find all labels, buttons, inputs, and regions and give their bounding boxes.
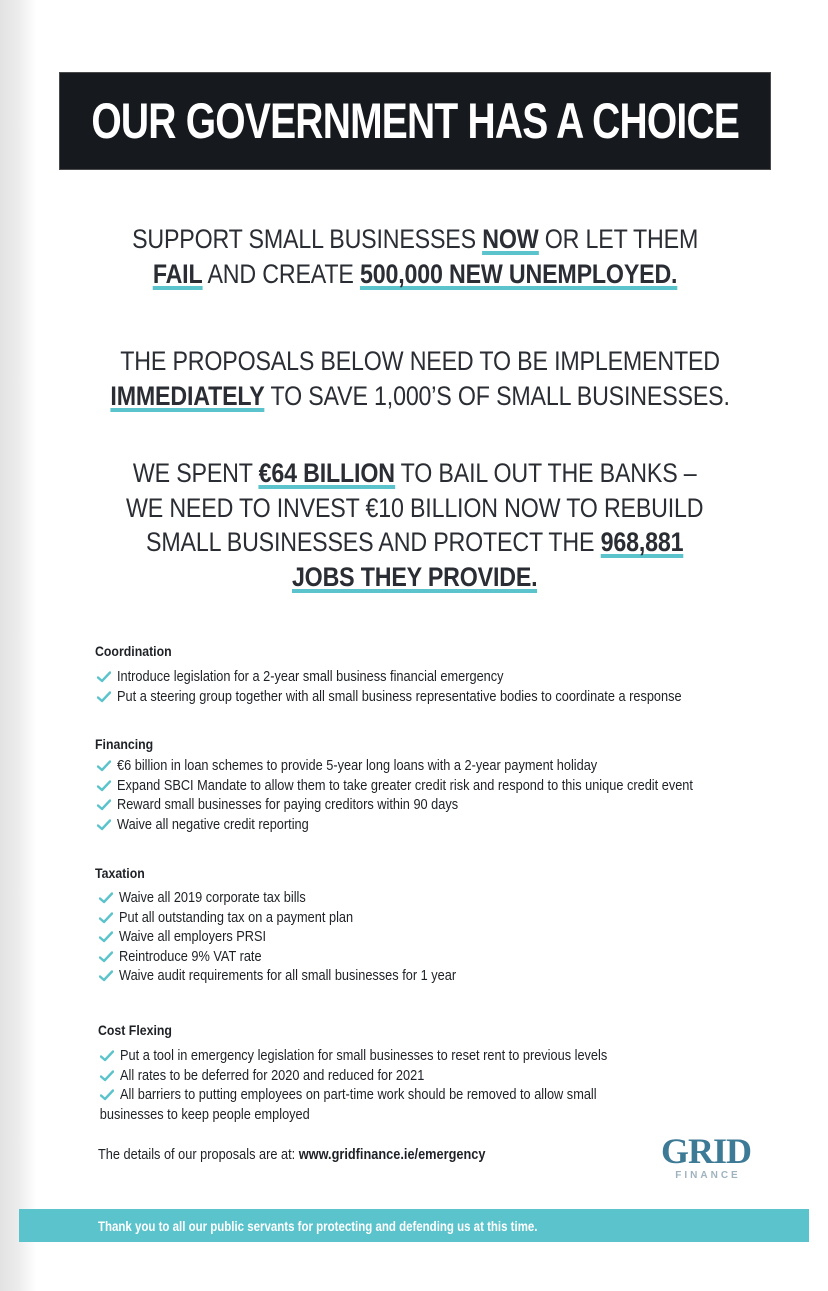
check-icon — [97, 780, 111, 792]
section-cost-flexing — [98, 1020, 798, 1125]
checklist — [95, 889, 795, 987]
section-coordination — [95, 641, 795, 707]
statement-proposals — [60, 344, 770, 413]
list-item: All barriers to putting employees on part-time work should be removed to allow small — [98, 1086, 798, 1106]
check-icon — [97, 799, 111, 811]
title-banner — [60, 73, 770, 169]
section-title: Taxation — [95, 865, 145, 881]
check-icon — [100, 1089, 114, 1101]
checklist — [98, 1047, 798, 1125]
check-icon — [97, 819, 111, 831]
checklist — [95, 668, 795, 707]
list-item: Introduce legislation for a 2-year small business financial emergency — [95, 668, 795, 688]
checklist — [95, 757, 795, 835]
check-icon — [99, 912, 113, 924]
section-title: Cost Flexing — [98, 1022, 172, 1038]
list-item: Expand SBCI Mandate to allow them to take greater credit risk and respond to this unique credit event — [95, 777, 795, 797]
statement-line: SUPPORT SMALL BUSINESSES NOW OR LET THEM — [131, 224, 699, 254]
list-item-continuation: businesses to keep people employed — [99, 1106, 310, 1123]
list-item: Waive audit requirements for all small businesses for 1 year — [97, 967, 795, 987]
proposals-link[interactable]: www.gridfinance.ie/emergency — [298, 1147, 486, 1163]
statement-line: IMMEDIATELY TO SAVE 1,000’S OF SMALL BUSINESSES. — [110, 380, 730, 411]
section-taxation — [95, 863, 795, 987]
check-icon — [100, 1070, 114, 1082]
highlight-64-billion: €64 BILLION — [258, 458, 396, 488]
list-item: Put a steering group together with all small business representative bodies to coordinate a response — [95, 688, 795, 708]
check-icon — [97, 760, 111, 772]
check-icon — [97, 671, 111, 683]
check-icon — [99, 892, 113, 904]
highlight-jobs-count: 968,881 — [600, 527, 684, 557]
highlight-fail: FAIL — [152, 258, 203, 289]
highlight-immediately: IMMEDIATELY — [110, 380, 265, 411]
statement-bailout — [60, 456, 770, 594]
statement-line: THE PROPOSALS BELOW NEED TO BE IMPLEMENTED — [120, 346, 720, 376]
logo-subtitle: FINANCE — [675, 1170, 741, 1181]
logo-wordmark: GRID — [660, 1131, 751, 1171]
check-icon — [100, 1050, 114, 1062]
page-title: OUR GOVERNMENT HAS A CHOICE — [91, 93, 739, 149]
section-financing — [95, 734, 795, 835]
statement-line: SMALL BUSINESSES AND PROTECT THE 968,881 — [146, 527, 684, 557]
list-item: Waive all 2019 corporate tax bills — [97, 889, 795, 909]
statement-line — [126, 560, 703, 595]
check-icon — [99, 951, 113, 963]
section-title: Financing — [95, 736, 154, 752]
list-item: Reintroduce 9% VAT rate — [97, 948, 795, 968]
check-icon — [97, 691, 111, 703]
list-item: €6 billion in loan schemes to provide 5-year long loans with a 2-year payment holiday — [95, 757, 795, 777]
footer-thanks-text: Thank you to all our public servants for protecting and defending us at this time. — [98, 1217, 538, 1234]
check-icon — [99, 970, 113, 982]
grid-finance-logo — [652, 1131, 760, 1181]
list-item: Waive all employers PRSI — [97, 928, 795, 948]
highlight-now: NOW — [482, 224, 539, 254]
highlight-unemployed: 500,000 NEW UNEMPLOYED. — [359, 258, 678, 289]
list-item: Put all outstanding tax on a payment plan — [97, 909, 795, 929]
statement-line: WE NEED TO INVEST €10 BILLION NOW TO REBUILD — [126, 492, 704, 523]
statement-support-businesses — [60, 222, 770, 291]
section-title: Coordination — [95, 643, 172, 659]
check-icon — [99, 931, 113, 943]
list-item: Reward small businesses for paying creditors within 90 days — [95, 796, 795, 816]
details-line: The details of our proposals are at: www.gridfinance.ie/emergency — [98, 1147, 486, 1163]
statement-line: WE SPENT €64 BILLION TO BAIL OUT THE BANKS – — [133, 458, 697, 488]
page-edge-shadow — [0, 0, 36, 1291]
footer-banner — [19, 1209, 809, 1242]
statement-line: FAIL AND CREATE 500,000 NEW UNEMPLOYED. — [152, 258, 678, 289]
highlight-jobs-provide: JOBS THEY PROVIDE. — [292, 561, 538, 592]
list-item: All rates to be deferred for 2020 and reduced for 2021 — [98, 1067, 798, 1087]
list-item: Waive all negative credit reporting — [95, 816, 795, 836]
list-item: Put a tool in emergency legislation for small businesses to reset rent to previous levels — [98, 1047, 798, 1067]
